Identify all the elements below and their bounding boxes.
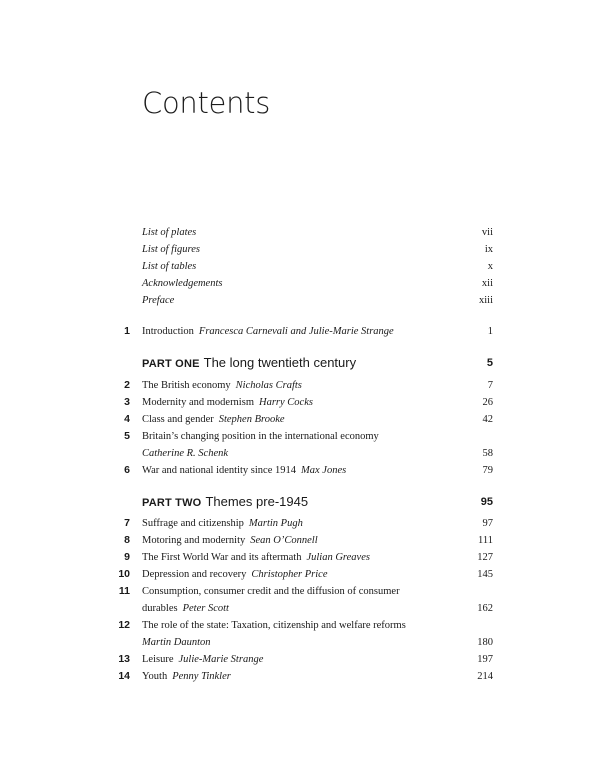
- toc-entry-preface[interactable]: [0, 292, 596, 309]
- part-page-number: 95: [480, 496, 493, 508]
- chapter-title: Leisure: [142, 654, 174, 665]
- chapter-title: Suffrage and citizenship: [142, 518, 244, 529]
- toc-page-number: ix: [484, 244, 493, 255]
- part-one-heading[interactable]: [0, 353, 596, 373]
- chapter-number: 8: [124, 534, 130, 546]
- toc-entry-label: Acknowledgements: [142, 278, 223, 289]
- toc-entry-list-of-figures[interactable]: [0, 241, 596, 258]
- chapter-author: Catherine R. Schenk: [142, 448, 229, 459]
- toc-entry-list-of-tables[interactable]: [0, 258, 596, 275]
- chapter-title-line: [142, 566, 328, 583]
- chapter-title: The British economy: [142, 380, 231, 391]
- toc-chapter-14[interactable]: [0, 668, 596, 685]
- chapter-title-line: [142, 323, 394, 340]
- toc-page-number: 1: [487, 326, 493, 337]
- chapter-author: Sean O’Connell: [250, 535, 318, 546]
- toc-page-number: 111: [478, 535, 493, 546]
- chapter-title: Depression and recovery: [142, 569, 247, 580]
- part-heading-text: [142, 353, 356, 374]
- chapter-number: 12: [118, 619, 130, 631]
- toc-chapter-8[interactable]: [0, 532, 596, 549]
- toc-page-number: vii: [481, 227, 493, 238]
- chapter-author: Julie-Marie Strange: [178, 654, 264, 665]
- chapter-title-line: [142, 394, 313, 411]
- chapter-author: Martin Pugh: [248, 518, 303, 529]
- chapter-author: Stephen Brooke: [218, 414, 285, 425]
- chapter-title: The First World War and its aftermath: [142, 552, 302, 563]
- toc-chapter-9[interactable]: [0, 549, 596, 566]
- chapter-title-line: [142, 668, 231, 685]
- toc-entry-list-of-plates[interactable]: [0, 224, 596, 241]
- chapter-title: Motoring and modernity: [142, 535, 246, 546]
- toc-entry-label: Preface: [142, 295, 175, 306]
- chapter-author: Peter Scott: [182, 603, 229, 614]
- chapter-author: Harry Cocks: [258, 397, 313, 408]
- chapter-title: The role of the state: Taxation, citizenship and welfare reforms: [142, 620, 406, 631]
- chapter-author: Martin Daunton: [142, 637, 211, 648]
- toc-chapter-5[interactable]: [0, 428, 596, 445]
- toc-page-number: 79: [482, 465, 493, 476]
- chapter-title-line: [142, 549, 370, 566]
- part-title: Themes pre-1945: [205, 494, 309, 509]
- toc-page-number: 58: [482, 448, 493, 459]
- chapter-author: Max Jones: [301, 465, 347, 476]
- toc-chapter-13[interactable]: [0, 651, 596, 668]
- toc-entry-label: List of plates: [142, 227, 197, 238]
- chapter-number: 13: [118, 653, 130, 665]
- chapter-title-line: [142, 600, 229, 617]
- toc-chapter-12-continued[interactable]: [0, 634, 596, 651]
- chapter-number: 7: [124, 517, 130, 529]
- chapter-title-line: [142, 651, 263, 668]
- toc-page-number: 214: [477, 671, 493, 682]
- toc-chapter-4[interactable]: [0, 411, 596, 428]
- toc-page-number: xii: [481, 278, 493, 289]
- toc-page-number: 197: [477, 654, 493, 665]
- toc-entry-label: List of tables: [142, 261, 197, 272]
- toc-page-number: 145: [477, 569, 493, 580]
- chapter-title: War and national identity since 1914: [142, 465, 296, 476]
- toc-chapter-12[interactable]: [0, 617, 596, 634]
- toc-entry-acknowledgements[interactable]: [0, 275, 596, 292]
- chapter-author: Penny Tinkler: [172, 671, 231, 682]
- chapter-title-line: [142, 462, 346, 479]
- chapter-title-line: [142, 532, 318, 549]
- chapter-number: 4: [124, 413, 130, 425]
- toc-chapter-6[interactable]: [0, 462, 596, 479]
- part-two-heading[interactable]: [0, 492, 596, 512]
- chapter-title: Class and gender: [142, 414, 214, 425]
- chapter-number: 1: [124, 325, 130, 337]
- chapter-title-line: [142, 515, 303, 532]
- chapter-author: Christopher Price: [251, 569, 328, 580]
- chapter-number: 5: [124, 430, 130, 442]
- toc-chapter-3[interactable]: [0, 394, 596, 411]
- toc-chapter-5-continued[interactable]: [0, 445, 596, 462]
- chapter-number: 11: [118, 585, 130, 597]
- toc-chapter-10[interactable]: [0, 566, 596, 583]
- chapter-title: Consumption, consumer credit and the diffusion of consumer: [142, 586, 400, 597]
- toc-page-number: 162: [477, 603, 493, 614]
- chapter-title-continued: durables: [142, 603, 178, 614]
- chapter-number: 3: [124, 396, 130, 408]
- page-title: Contents: [142, 86, 271, 120]
- chapter-author: Nicholas Crafts: [235, 380, 302, 391]
- toc-page-number: 26: [482, 397, 493, 408]
- chapter-title: Modernity and modernism: [142, 397, 254, 408]
- chapter-title: Youth: [142, 671, 168, 682]
- part-title: The long twentieth century: [203, 355, 357, 370]
- toc-page-number: xiii: [478, 295, 493, 306]
- toc-page-number: 97: [482, 518, 493, 529]
- chapter-number: 14: [118, 670, 130, 682]
- toc-page-number: 42: [482, 414, 493, 425]
- chapter-title: Britain’s changing position in the international economy: [142, 431, 379, 442]
- toc-chapter-7[interactable]: [0, 515, 596, 532]
- chapter-title-line: [142, 411, 285, 428]
- toc-page-number: 7: [487, 380, 493, 391]
- chapter-number: 2: [124, 379, 130, 391]
- toc-chapter-1[interactable]: [0, 323, 596, 340]
- toc-page-number: 180: [477, 637, 493, 648]
- toc-chapter-11[interactable]: [0, 583, 596, 600]
- chapter-title: Introduction: [142, 326, 194, 337]
- chapter-number: 6: [124, 464, 130, 476]
- part-heading-text: [142, 492, 308, 513]
- toc-entry-label: List of figures: [142, 244, 200, 255]
- chapter-number: 10: [118, 568, 130, 580]
- toc-page-number: x: [487, 261, 493, 272]
- toc-chapter-2[interactable]: [0, 377, 596, 394]
- chapter-number: 9: [124, 551, 130, 563]
- chapter-title-line: [142, 377, 302, 394]
- chapter-author: Francesca Carnevali and Julie-Marie Strange: [198, 326, 394, 337]
- toc-page-number: 127: [477, 552, 493, 563]
- part-label: PART ONE: [142, 358, 200, 370]
- toc-chapter-11-continued[interactable]: [0, 600, 596, 617]
- chapter-author: Julian Greaves: [306, 552, 370, 563]
- part-label: PART TWO: [142, 497, 202, 509]
- part-page-number: 5: [486, 357, 493, 369]
